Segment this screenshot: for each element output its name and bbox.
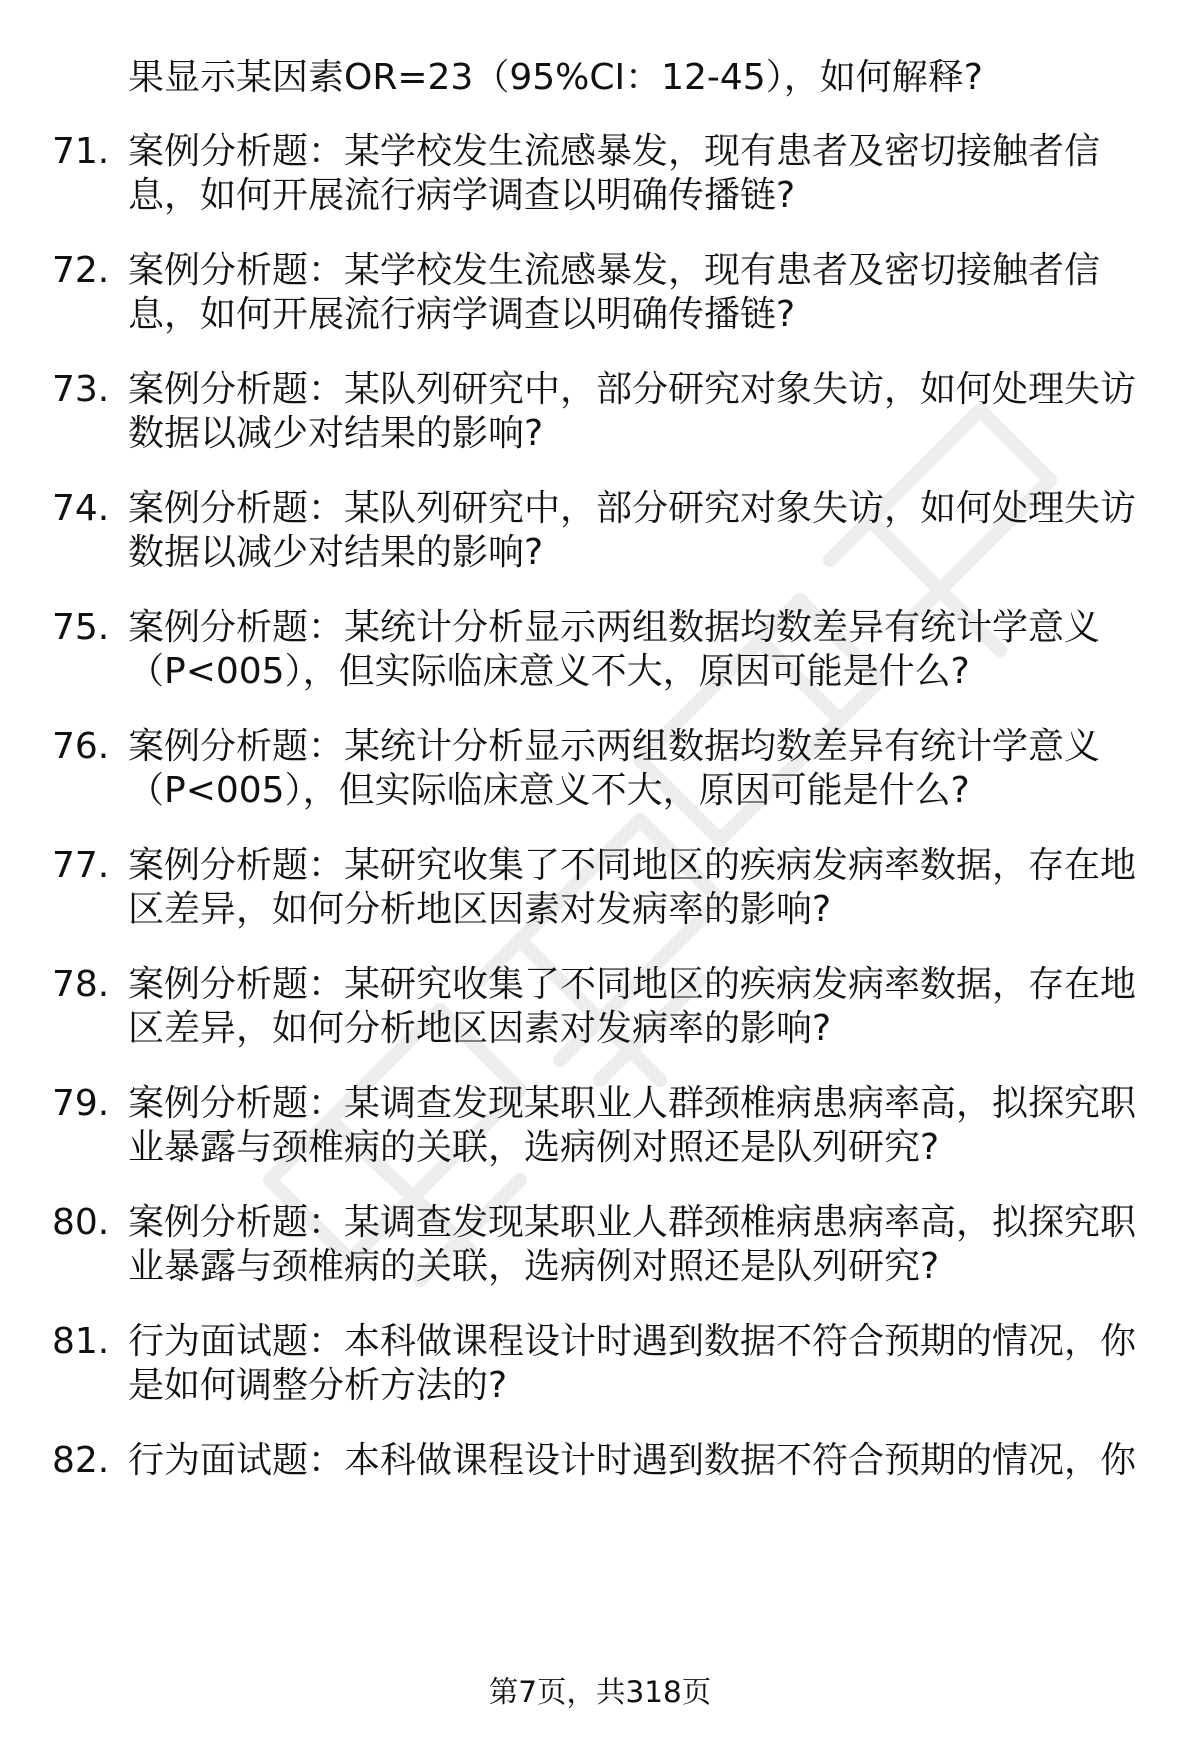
question-text-line: 案例分析题：某统计分析显示两组数据均数差异有统计学意义 bbox=[128, 726, 1101, 767]
continuation-line: 果显示某因素OR=23（95%CI：12-45），如何解释? bbox=[128, 57, 983, 98]
question-text-line: 案例分析题：某队列研究中，部分研究对象失访，如何处理失访 bbox=[128, 369, 1137, 410]
page-footer: 第7页，共318页 bbox=[488, 1675, 712, 1709]
question-number: 80. bbox=[52, 1202, 110, 1243]
question-text-line: 案例分析题：某学校发生流感暴发，现有患者及密切接触者信 bbox=[128, 131, 1101, 172]
question-text-line: 数据以减少对结果的影响? bbox=[128, 532, 544, 573]
question-text-line: 区差异，如何分析地区因素对发病率的影响? bbox=[128, 889, 832, 930]
question-text-line: 案例分析题：某研究收集了不同地区的疾病发病率数据，存在地 bbox=[128, 845, 1137, 886]
question-number: 77. bbox=[52, 845, 110, 886]
question-text-line: 案例分析题：某调查发现某职业人群颈椎病患病率高，拟探究职 bbox=[128, 1083, 1137, 1124]
question-number: 82. bbox=[52, 1440, 110, 1481]
question-number: 78. bbox=[52, 964, 110, 1005]
question-text-line: 行为面试题：本科做课程设计时遇到数据不符合预期的情况，你 bbox=[128, 1440, 1137, 1481]
question-text-line: 区差异，如何分析地区因素对发病率的影响? bbox=[128, 1008, 832, 1049]
question-number: 76. bbox=[52, 726, 110, 767]
question-number: 79. bbox=[52, 1083, 110, 1124]
question-text-line: 是如何调整分析方法的? bbox=[128, 1365, 508, 1406]
question-number: 73. bbox=[52, 369, 110, 410]
question-text-line: 案例分析题：某研究收集了不同地区的疾病发病率数据，存在地 bbox=[128, 964, 1137, 1005]
question-text-line: 案例分析题：某学校发生流感暴发，现有患者及密切接触者信 bbox=[128, 250, 1101, 291]
question-text-line: 息，如何开展流行病学调查以明确传播链? bbox=[128, 175, 796, 216]
question-number: 81. bbox=[52, 1321, 110, 1362]
question-text-line: 案例分析题：某调查发现某职业人群颈椎病患病率高，拟探究职 bbox=[128, 1202, 1137, 1243]
question-text-line: 业暴露与颈椎病的关联，选病例对照还是队列研究? bbox=[128, 1127, 940, 1168]
question-number: 71. bbox=[52, 131, 110, 172]
question-number: 72. bbox=[52, 250, 110, 291]
question-text-line: 数据以减少对结果的影响? bbox=[128, 413, 544, 454]
question-text-line: 业暴露与颈椎病的关联，选病例对照还是队列研究? bbox=[128, 1246, 940, 1287]
question-text-line: 案例分析题：某统计分析显示两组数据均数差异有统计学意义 bbox=[128, 607, 1101, 648]
question-number: 74. bbox=[52, 488, 110, 529]
question-text-line: （P<005），但实际临床意义不大，原因可能是什么? bbox=[128, 770, 970, 811]
question-text-line: 案例分析题：某队列研究中，部分研究对象失访，如何处理失访 bbox=[128, 488, 1137, 529]
question-number: 75. bbox=[52, 607, 110, 648]
question-text-line: （P<005），但实际临床意义不大，原因可能是什么? bbox=[128, 651, 970, 692]
question-text-line: 息，如何开展流行病学调查以明确传播链? bbox=[128, 294, 796, 335]
question-text-line: 行为面试题：本科做课程设计时遇到数据不符合预期的情况，你 bbox=[128, 1321, 1137, 1362]
